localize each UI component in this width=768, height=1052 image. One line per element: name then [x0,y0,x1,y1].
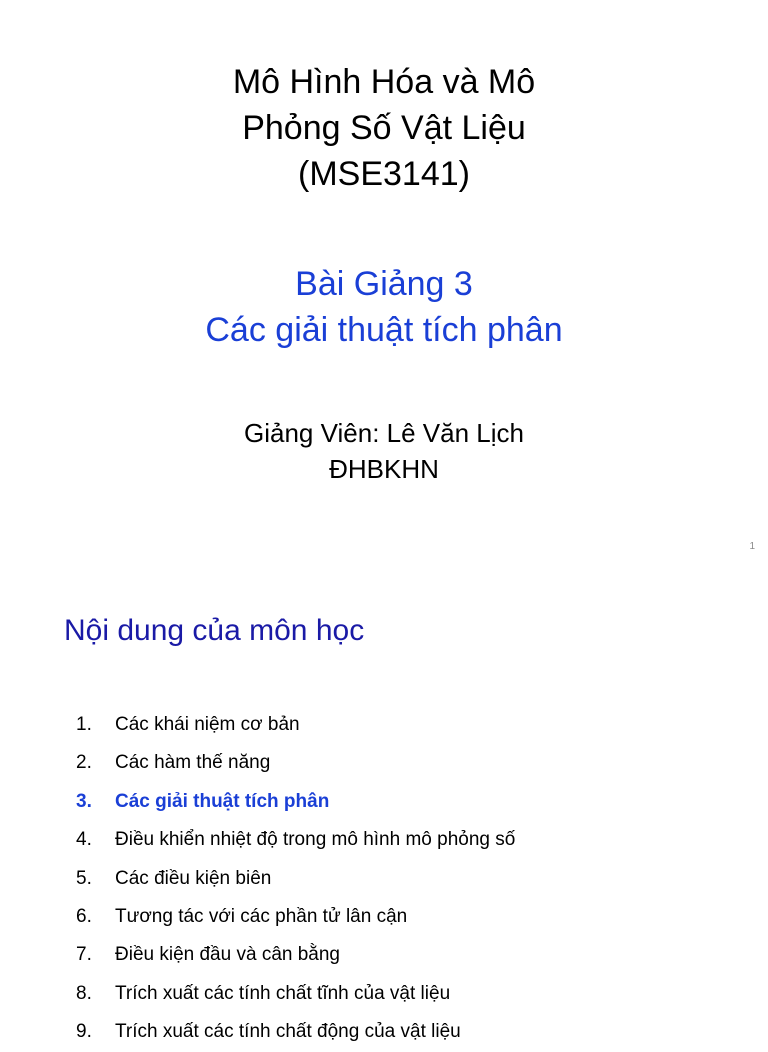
course-code: (MSE3141) [298,155,470,193]
item-number: 6. [76,905,92,927]
lecture-number: Bài Giảng 3 [295,265,473,303]
contents-item [76,898,515,936]
page-number: 1 [749,541,755,552]
lecture-topic: Các giải thuật tích phân [205,311,563,349]
item-number: 1. [76,714,92,735]
item-number: 2. [76,752,92,774]
item-text: Điều khiển nhiệt độ trong mô hình mô phỏng số [115,829,516,851]
contents-slide [0,576,768,1043]
contents-item [76,744,515,782]
course-title [0,59,768,197]
item-text: Trích xuất các tính chất tĩnh của vật liệu [115,982,451,1004]
item-text: Điều kiện đầu và cân bằng [115,944,340,966]
item-text: Tương tác với các phần tử lân cận [115,905,408,927]
lecturer-info [0,415,768,487]
contents-item [76,860,515,898]
item-text: Các giải thuật tích phân [115,790,330,812]
item-number: 7. [76,944,92,966]
course-title-line: Phỏng Số Vật Liệu [242,109,526,147]
lecture-title [0,261,768,353]
contents-item [76,936,515,974]
contents-item [76,706,515,744]
contents-item [76,1013,515,1051]
item-text: Trích xuất các tính chất động của vật liệu [115,1021,461,1043]
contents-item [76,821,515,859]
contents-item [76,975,515,1013]
item-text: Các điều kiện biên [115,867,272,889]
item-number: 8. [76,982,92,1004]
item-number: 9. [76,1021,92,1043]
contents-title: Nội dung của môn học [64,614,365,647]
lecturer-name: Giảng Viên: Lê Văn Lịch [244,418,524,448]
item-text: Các khái niệm cơ bản [115,714,300,735]
item-number: 4. [76,829,92,851]
institution: ĐHBKHN [329,454,439,484]
course-title-line: Mô Hình Hóa và Mô [232,63,536,101]
item-number: 5. [76,867,92,889]
item-text: Các hàm thế năng [115,752,271,774]
contents-list [76,706,515,1052]
contents-item [76,783,515,821]
item-number: 3. [76,790,92,812]
